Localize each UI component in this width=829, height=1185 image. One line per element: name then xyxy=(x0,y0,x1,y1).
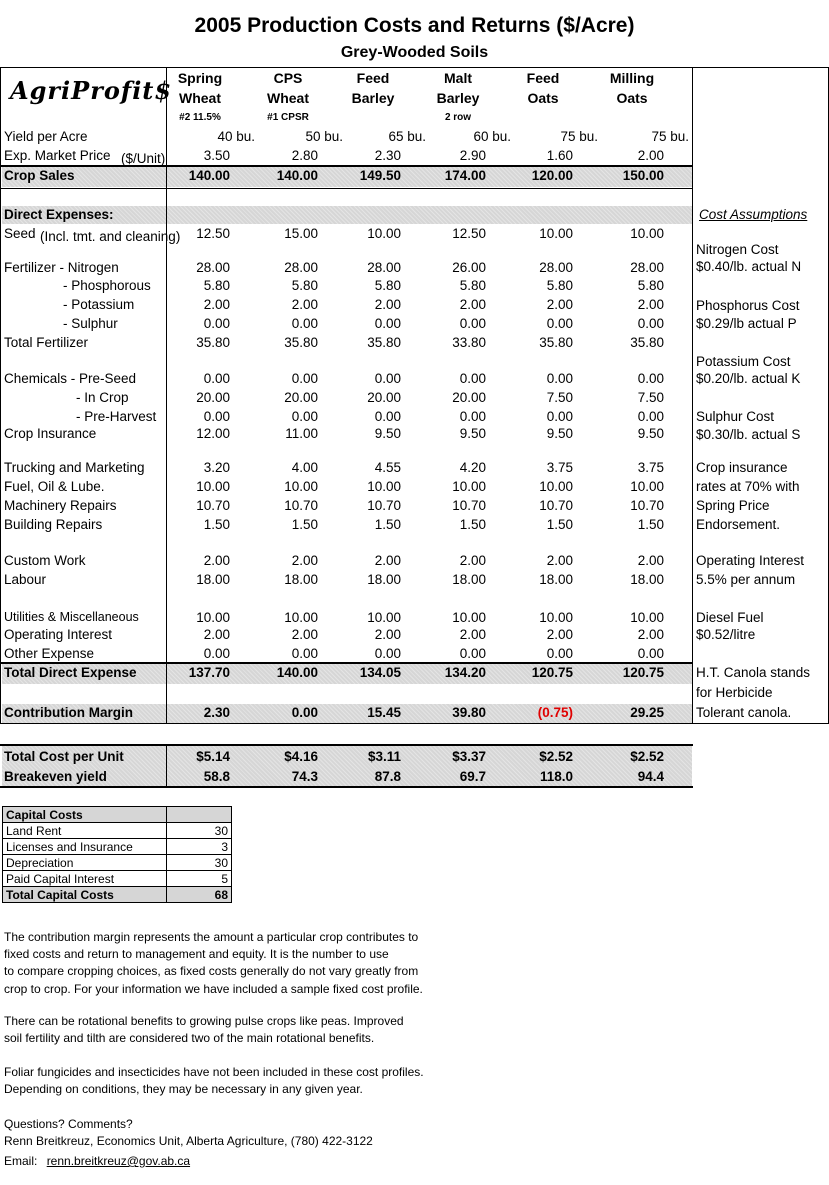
row-label: Fuel, Oil & Lube. xyxy=(4,479,105,494)
cell-value: 35.80 xyxy=(284,335,318,350)
yield-row xyxy=(0,129,693,147)
row-label: Fertilizer - Nitrogen xyxy=(4,260,119,275)
crop-name-line2: Barley xyxy=(351,90,395,106)
assumption-line: Nitrogen Cost xyxy=(696,242,779,257)
assumption-line: Tolerant canola. xyxy=(696,705,792,720)
assumption-line: Potassium Cost xyxy=(696,354,791,369)
cell-value: 0.00 xyxy=(203,646,230,661)
cell-value: 58.8 xyxy=(203,769,230,784)
cell-value: 9.50 xyxy=(546,426,573,441)
cell-value: 134.20 xyxy=(444,665,486,680)
cell-value: 0.00 xyxy=(203,409,230,424)
cell-value: 1.50 xyxy=(546,517,573,532)
capital-costs-table xyxy=(2,806,232,903)
sulphur-row xyxy=(0,316,693,334)
row-label: - Phosphorous xyxy=(63,278,151,293)
row-label: Contribution Margin xyxy=(4,705,133,720)
paragraph-line: fixed costs and return to management and equity. It is the number to use xyxy=(4,947,389,962)
cell-value: 20.00 xyxy=(196,390,230,405)
cell-value: 0.00 xyxy=(546,646,573,661)
cell-value: 0.00 xyxy=(203,371,230,386)
assumption-line: Phosphorus Cost xyxy=(696,298,800,313)
cell-value: 10.70 xyxy=(630,498,664,513)
cell-value: 1.50 xyxy=(374,517,401,532)
cell-value: 0.00 xyxy=(291,316,318,331)
page-subtitle: Grey-Wooded Soils xyxy=(340,44,489,61)
row-label-note: (Incl. tmt. and cleaning) xyxy=(40,229,181,244)
capital-value: 30 xyxy=(167,823,232,839)
cell-value: 2.00 xyxy=(374,297,401,312)
cell-value: 1.50 xyxy=(291,517,318,532)
cell-value: 2.00 xyxy=(203,297,230,312)
cell-value: 20.00 xyxy=(452,390,486,405)
row-label: Direct Expenses: xyxy=(4,207,114,222)
cell-value: $5.14 xyxy=(196,749,230,764)
cell-value: 5.80 xyxy=(291,278,318,293)
paragraph-line: Foliar fungicides and insecticides have not been included in these cost profiles. xyxy=(4,1065,424,1079)
cell-value: 35.80 xyxy=(630,335,664,350)
cell-value: 7.50 xyxy=(637,390,664,405)
cell-value: 74.3 xyxy=(291,769,318,784)
cell-value: 1.50 xyxy=(459,517,486,532)
cell-value: 18.00 xyxy=(196,572,230,587)
capital-header-row xyxy=(3,807,232,823)
cell-value: 10.00 xyxy=(196,479,230,494)
cell-value: 10.00 xyxy=(539,610,573,625)
building-row xyxy=(0,517,693,535)
cell-value: $2.52 xyxy=(539,749,573,764)
capital-header-value xyxy=(167,807,232,823)
cell-value: 5.80 xyxy=(459,278,486,293)
cell-value: 29.25 xyxy=(630,705,664,720)
sales-bottom-rule xyxy=(0,188,693,189)
cell-value: 2.30 xyxy=(203,705,230,720)
cell-value: 3.75 xyxy=(637,460,664,475)
phosphorous-row xyxy=(0,278,693,296)
cell-value: $3.11 xyxy=(367,749,401,764)
cell-value: 40 bu. xyxy=(217,129,255,144)
cell-value: 2.00 xyxy=(637,297,664,312)
cell-value: 10.00 xyxy=(630,610,664,625)
cell-value: 149.50 xyxy=(359,168,401,183)
crop-header xyxy=(426,68,490,108)
machinery-row xyxy=(0,498,693,516)
cell-value: 65 bu. xyxy=(388,129,426,144)
row-label-note: ($/Unit) xyxy=(121,151,166,166)
cell-value: 28.00 xyxy=(196,260,230,275)
cell-value: 75 bu. xyxy=(560,129,598,144)
cell-value: 5.80 xyxy=(374,278,401,293)
assumption-line: $0.40/lb. actual N xyxy=(696,259,802,274)
summary-top-rule xyxy=(0,744,693,746)
cell-value: $3.37 xyxy=(452,749,486,764)
cell-value: 94.4 xyxy=(637,769,664,784)
capital-total-label: Total Capital Costs xyxy=(3,887,167,903)
cell-value: 2.00 xyxy=(291,553,318,568)
cell-value: 1.50 xyxy=(637,517,664,532)
cell-value: 118.0 xyxy=(539,769,573,784)
cell-value: 10.00 xyxy=(630,479,664,494)
cell-value: 5.80 xyxy=(546,278,573,293)
cell-value: 120.75 xyxy=(531,665,573,680)
crop-name-line2: Oats xyxy=(527,90,559,106)
cell-value: 33.80 xyxy=(452,335,486,350)
cell-value: 2.00 xyxy=(546,297,573,312)
cell-value: 10.00 xyxy=(630,226,664,241)
cell-value: 18.00 xyxy=(539,572,573,587)
cell-value: 28.00 xyxy=(367,260,401,275)
email-line xyxy=(4,1153,190,1170)
paragraph-line: There can be rotational benefits to growing pulse crops like peas. Improved xyxy=(4,1014,404,1028)
cell-value: 140.00 xyxy=(276,665,318,680)
cell-value: 2.80 xyxy=(291,148,318,163)
assumption-line: $0.20/lb. actual K xyxy=(696,371,801,386)
cell-value: 10.70 xyxy=(452,498,486,513)
capital-value: 30 xyxy=(167,855,232,871)
cell-value: 0.00 xyxy=(291,646,318,661)
assumption-line: Operating Interest xyxy=(696,553,805,568)
cell-value: 18.00 xyxy=(452,572,486,587)
cell-value: 134.05 xyxy=(359,665,401,680)
cell-value: 0.00 xyxy=(374,316,401,331)
cell-value: 9.50 xyxy=(459,426,486,441)
cell-value: 10.00 xyxy=(284,479,318,494)
cell-value: 1.60 xyxy=(546,148,573,163)
cell-value: 0.00 xyxy=(637,409,664,424)
cell-value: 0.00 xyxy=(459,646,486,661)
potassium-row xyxy=(0,297,693,315)
paragraph xyxy=(4,1013,404,1047)
cell-value: 0.00 xyxy=(291,705,318,720)
assumption-line: Endorsement. xyxy=(696,517,781,532)
total-direct-row xyxy=(0,665,693,683)
cell-value: 18.00 xyxy=(284,572,318,587)
row-label: Breakeven yield xyxy=(4,769,107,784)
row-label: Exp. Market Price xyxy=(4,148,111,163)
row-label: Custom Work xyxy=(4,553,86,568)
capital-title: Capital Costs xyxy=(3,807,167,823)
cell-value: 0.00 xyxy=(637,371,664,386)
cell-value: 140.00 xyxy=(188,168,230,183)
cell-value: 0.00 xyxy=(291,371,318,386)
cell-value: 2.30 xyxy=(374,148,401,163)
cell-value: 7.50 xyxy=(546,390,573,405)
cell-value: 87.8 xyxy=(374,769,401,784)
insurance-row xyxy=(0,426,693,444)
crop-header xyxy=(511,68,575,108)
row-label: Labour xyxy=(4,572,47,587)
utilities-row xyxy=(0,610,693,628)
cell-value: 11.00 xyxy=(285,426,318,441)
crop-header xyxy=(600,68,664,108)
cell-value: 4.55 xyxy=(374,460,401,475)
email-label: Email: xyxy=(4,1154,38,1168)
paragraph-line: Questions? Comments? xyxy=(4,1117,133,1131)
table-bottom-rule xyxy=(0,723,829,724)
cell-value: 2.00 xyxy=(637,627,664,642)
capital-label: Licenses and Insurance xyxy=(3,839,167,855)
row-label: - In Crop xyxy=(76,390,129,405)
row-label: Trucking and Marketing xyxy=(4,460,145,475)
cell-value: $4.16 xyxy=(284,749,318,764)
other-row xyxy=(0,646,693,664)
crop-grade: #2 11.5% xyxy=(179,112,221,123)
cell-value: 0.00 xyxy=(374,409,401,424)
cell-value: 5.80 xyxy=(203,278,230,293)
opint-row xyxy=(0,627,693,645)
cell-value: (0.75) xyxy=(537,705,573,720)
crop-grade: 2 row xyxy=(444,112,472,123)
custom-row xyxy=(0,553,693,571)
row-label: Other Expense xyxy=(4,646,95,661)
assumption-line: 5.5% per annum xyxy=(696,572,796,587)
cell-value: $2.52 xyxy=(630,749,664,764)
cell-value: 10.00 xyxy=(452,610,486,625)
capital-label: Depreciation xyxy=(3,855,167,871)
paragraph-line: Depending on conditions, they may be necessary in any given year. xyxy=(4,1082,363,1097)
assumption-line: $0.30/lb. actual S xyxy=(696,427,801,442)
cell-value: 150.00 xyxy=(622,168,664,183)
row-label: Machinery Repairs xyxy=(4,498,117,513)
cell-value: 28.00 xyxy=(284,260,318,275)
cell-value: 2.00 xyxy=(459,627,486,642)
paragraph-line: soil fertility and tilth are considered two of the main rotational benefits. xyxy=(4,1031,375,1046)
cell-value: 120.75 xyxy=(622,665,664,680)
cell-value: 10.00 xyxy=(539,226,573,241)
row-label: Utilities & Miscellaneous xyxy=(4,610,139,624)
cell-value: 137.70 xyxy=(188,665,230,680)
assumption-line: rates at 70% with xyxy=(696,479,800,494)
cell-value: 0.00 xyxy=(459,316,486,331)
paragraph-line: crop to crop. For your information we have included a sample fixed cost profile. xyxy=(4,981,423,996)
cell-value: 2.00 xyxy=(459,553,486,568)
cell-value: 4.00 xyxy=(291,460,318,475)
cell-value: 50 bu. xyxy=(305,129,343,144)
crop-name-line2: Oats xyxy=(616,90,648,106)
cell-value: 28.00 xyxy=(630,260,664,275)
row-label: Crop Insurance xyxy=(4,426,97,441)
nitrogen-row xyxy=(0,260,693,278)
cell-value: 0.00 xyxy=(203,316,230,331)
capital-row xyxy=(3,823,232,839)
cell-value: 12.50 xyxy=(452,226,486,241)
cell-value: 0.00 xyxy=(291,409,318,424)
capital-total-value: 68 xyxy=(167,887,232,903)
cell-value: 5.80 xyxy=(637,278,664,293)
direct-row xyxy=(0,207,693,225)
row-label: Total Cost per Unit xyxy=(4,749,124,764)
paragraph-line: The contribution margin represents the amount a particular crop contributes to xyxy=(4,930,419,944)
cell-value: 0.00 xyxy=(459,371,486,386)
paragraph xyxy=(4,929,423,998)
paragraph xyxy=(4,1116,373,1150)
cell-value: 10.00 xyxy=(284,610,318,625)
row-label: Total Direct Expense xyxy=(4,665,137,680)
cell-value: 2.00 xyxy=(291,627,318,642)
cell-value: 0.00 xyxy=(637,646,664,661)
cell-value: 2.00 xyxy=(374,553,401,568)
assumption-line: Sulphur Cost xyxy=(696,409,775,424)
trucking-row xyxy=(0,460,693,478)
capital-value: 5 xyxy=(167,871,232,887)
top-rule xyxy=(0,67,829,68)
cell-value: 0.00 xyxy=(637,316,664,331)
cell-value: 10.70 xyxy=(284,498,318,513)
cell-value: 60 bu. xyxy=(473,129,511,144)
capital-total-row xyxy=(3,887,232,903)
fuel-row xyxy=(0,479,693,497)
row-label: Seed xyxy=(4,226,36,241)
row-label: Total Fertilizer xyxy=(4,335,89,350)
capital-label: Land Rent xyxy=(3,823,167,839)
cell-value: 2.00 xyxy=(637,148,664,163)
cell-value: 15.45 xyxy=(367,705,401,720)
cell-value: 2.00 xyxy=(203,553,230,568)
cell-value: 0.00 xyxy=(374,646,401,661)
paragraph-line: to compare cropping choices, as fixed costs generally do not vary greatly from xyxy=(4,964,419,979)
cell-value: 3.75 xyxy=(546,460,573,475)
capital-label: Paid Capital Interest xyxy=(3,871,167,887)
preharvest-row xyxy=(0,409,693,427)
cell-value: 12.00 xyxy=(196,426,230,441)
row-label: Building Repairs xyxy=(4,517,103,532)
crop-header xyxy=(168,68,232,108)
capital-row xyxy=(3,871,232,887)
cell-value: 2.00 xyxy=(374,627,401,642)
assumption-line: H.T. Canola stands xyxy=(696,665,811,680)
cell-value: 2.00 xyxy=(546,553,573,568)
cell-value: 9.50 xyxy=(637,426,664,441)
cell-value: 10.70 xyxy=(539,498,573,513)
crop-name-line1: Spring xyxy=(177,70,223,86)
cell-value: 18.00 xyxy=(367,572,401,587)
cell-value: 75 bu. xyxy=(651,129,689,144)
cell-value: 3.20 xyxy=(203,460,230,475)
cell-value: 28.00 xyxy=(539,260,573,275)
agriprofits-logo: AgriProfit$ xyxy=(10,76,173,105)
email-link[interactable]: renn.breitkreuz@gov.ab.ca xyxy=(46,1154,191,1168)
assumption-line: Spring Price xyxy=(696,498,770,513)
cell-value: 20.00 xyxy=(284,390,318,405)
page-title: 2005 Production Costs and Returns ($/Acre) xyxy=(194,14,635,37)
cell-value: 0.00 xyxy=(374,371,401,386)
cell-value: 10.00 xyxy=(367,479,401,494)
cell-value: 35.80 xyxy=(196,335,230,350)
crop-name-line2: Wheat xyxy=(179,90,221,106)
cell-value: 18.00 xyxy=(630,572,664,587)
cell-value: 2.00 xyxy=(546,627,573,642)
crop-name-line2: Barley xyxy=(436,90,480,106)
preseed-row xyxy=(0,371,693,389)
cell-value: 0.00 xyxy=(546,409,573,424)
capital-value: 3 xyxy=(167,839,232,855)
capital-row xyxy=(3,839,232,855)
cost-assumptions-heading: Cost Assumptions xyxy=(699,207,808,222)
cell-value: 15.00 xyxy=(284,226,318,241)
cell-value: 2.00 xyxy=(459,297,486,312)
price-row xyxy=(0,148,693,166)
crop-name-line1: Malt xyxy=(444,70,472,86)
crop-name-line2: Wheat xyxy=(267,90,309,106)
cell-value: 26.00 xyxy=(452,260,486,275)
incrop-row xyxy=(0,390,693,408)
paragraph xyxy=(4,1064,424,1098)
cell-value: 2.00 xyxy=(291,297,318,312)
crop-header xyxy=(341,68,405,108)
cell-value: 2.00 xyxy=(637,553,664,568)
crop-name-line1: Milling xyxy=(609,70,655,86)
cell-value: 35.80 xyxy=(367,335,401,350)
sales-row xyxy=(0,168,693,186)
seed-row xyxy=(0,226,693,244)
cell-value: 4.20 xyxy=(459,460,486,475)
cell-value: 10.70 xyxy=(196,498,230,513)
cell-value: 10.00 xyxy=(452,479,486,494)
assumption-line: Crop insurance xyxy=(696,460,788,475)
row-label: Yield per Acre xyxy=(4,129,88,144)
cell-value: 174.00 xyxy=(444,168,486,183)
crop-name-line1: Feed xyxy=(526,70,560,86)
cell-value: 10.00 xyxy=(196,610,230,625)
margin-row xyxy=(0,705,693,723)
cell-value: 69.7 xyxy=(459,769,486,784)
cell-value: 0.00 xyxy=(459,409,486,424)
crop-grade: #1 CPSR xyxy=(267,112,309,123)
row-label: - Potassium xyxy=(63,297,135,312)
row-label: Chemicals - Pre-Seed xyxy=(4,371,137,386)
crop-name-line1: CPS xyxy=(273,70,303,86)
cell-value: 10.00 xyxy=(367,610,401,625)
cell-value: 2.00 xyxy=(203,627,230,642)
assumption-line: $0.29/lb actual P xyxy=(696,316,797,331)
row-label: Crop Sales xyxy=(4,168,75,183)
cell-value: 10.00 xyxy=(539,479,573,494)
cell-value: 10.00 xyxy=(367,226,401,241)
cell-value: 12.50 xyxy=(196,226,230,241)
paragraph-line: Renn Breitkreuz, Economics Unit, Alberta Agriculture, (780) 422-3122 xyxy=(4,1134,373,1149)
total-fert-row xyxy=(0,335,693,353)
cell-value: 0.00 xyxy=(546,371,573,386)
breakeven-row xyxy=(0,769,693,787)
assumption-line: for Herbicide xyxy=(696,685,773,700)
labour-row xyxy=(0,572,693,590)
cell-value: 3.50 xyxy=(203,148,230,163)
cell-value: 9.50 xyxy=(374,426,401,441)
cell-value: 1.50 xyxy=(203,517,230,532)
cell-value: 140.00 xyxy=(276,168,318,183)
cell-value: 35.80 xyxy=(539,335,573,350)
cell-value: 2.90 xyxy=(459,148,486,163)
row-label: - Sulphur xyxy=(63,316,118,331)
row-label: Operating Interest xyxy=(4,627,113,642)
cost-unit-row xyxy=(0,749,693,767)
cell-value: 0.00 xyxy=(546,316,573,331)
cell-value: 20.00 xyxy=(367,390,401,405)
cell-value: 39.80 xyxy=(452,705,486,720)
capital-row xyxy=(3,855,232,871)
row-label: - Pre-Harvest xyxy=(76,409,157,424)
assumption-line: Diesel Fuel xyxy=(696,610,764,625)
crop-name-line1: Feed xyxy=(356,70,390,86)
crop-header xyxy=(256,68,320,108)
cell-value: 120.00 xyxy=(531,168,573,183)
assumption-line: $0.52/litre xyxy=(696,627,756,642)
cell-value: 10.70 xyxy=(367,498,401,513)
